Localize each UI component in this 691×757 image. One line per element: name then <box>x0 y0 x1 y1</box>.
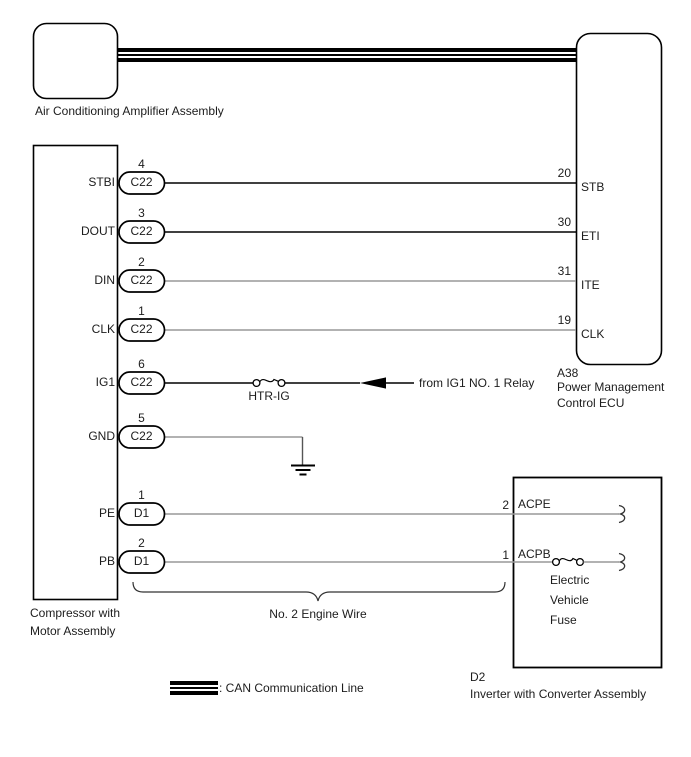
pin-label-pb: PB <box>98 554 115 568</box>
legend-label: : CAN Communication Line <box>219 681 364 695</box>
ecu-label-line1: Power Management <box>557 380 665 394</box>
ecu-pin-number-stb: 20 <box>557 166 571 180</box>
connector-text-din: C22 <box>130 273 153 287</box>
pin-label-din: DIN <box>94 273 115 287</box>
ev-fuse-label-line3: Fuse <box>550 613 577 627</box>
pin-number-dout: 3 <box>138 206 145 220</box>
inverter-pin-number-acpe: 2 <box>502 498 509 512</box>
ev-fuse-label-line1: Electric <box>550 573 590 587</box>
ig1-source-label: from IG1 NO. 1 Relay <box>419 376 535 390</box>
pin-number-din: 2 <box>138 255 145 269</box>
ac-amplifier-box <box>34 24 118 99</box>
ac-amplifier-label: Air Conditioning Amplifier Assembly <box>35 104 224 118</box>
connector-text-gnd: C22 <box>130 429 153 443</box>
pin-label-dout: DOUT <box>81 224 115 238</box>
ecu-pin-label-ite: ITE <box>581 278 600 292</box>
pin-label-stbi: STBI <box>88 175 115 189</box>
htr-ig-fuse-icon <box>253 380 285 387</box>
inverter-pin-label-acpe: ACPE <box>518 497 551 511</box>
ground-icon <box>291 437 315 475</box>
pin-label-gnd: GND <box>88 429 115 443</box>
ecu-box <box>577 34 662 365</box>
compressor-box <box>34 146 118 600</box>
connector-text-clk: C22 <box>130 322 153 336</box>
compressor-label-line1: Compressor with <box>30 606 121 620</box>
arrow-left-icon <box>360 377 386 388</box>
pin-number-clk: 1 <box>138 304 145 318</box>
legend-can-line-sample <box>170 681 218 695</box>
engine-wire-label: No. 2 Engine Wire <box>269 607 367 621</box>
engine-wire-brace <box>133 582 505 601</box>
inverter-pin-number-acpb: 1 <box>502 548 509 562</box>
ecu-pin-label-eti: ETI <box>581 229 600 243</box>
connector-text-pe: D1 <box>133 506 150 520</box>
pin-label-clk: CLK <box>91 322 115 336</box>
ecu-label-line2: Control ECU <box>557 396 625 410</box>
pin-label-pe: PE <box>98 506 115 520</box>
pin-number-ig1: 6 <box>138 357 145 371</box>
pin-number-pb: 2 <box>138 536 145 550</box>
connector-text-stbi: C22 <box>130 175 153 189</box>
inverter-code: D2 <box>470 670 486 684</box>
ev-fuse-label-line2: Vehicle <box>550 593 589 607</box>
inverter-pin-label-acpb: ACPB <box>518 547 551 561</box>
pin-number-pe: 1 <box>138 488 145 502</box>
connector-text-dout: C22 <box>130 224 153 238</box>
pin-number-gnd: 5 <box>138 411 145 425</box>
ecu-pin-number-eti: 30 <box>557 215 571 229</box>
ecu-pin-label-clk: CLK <box>581 327 605 341</box>
htr-ig-fuse-label: HTR-IG <box>248 389 290 403</box>
compressor-label-line2: Motor Assembly <box>30 624 116 638</box>
pin-number-stbi: 4 <box>138 157 145 171</box>
ecu-code: A38 <box>557 366 579 380</box>
can-communication-line <box>117 48 577 62</box>
ecu-pin-number-ite: 31 <box>557 264 571 278</box>
inverter-label: Inverter with Converter Assembly <box>470 687 647 701</box>
connector-text-pb: D1 <box>133 554 150 568</box>
ecu-pin-label-stb: STB <box>581 180 605 194</box>
ecu-pin-number-clk: 19 <box>557 313 571 327</box>
connector-text-ig1: C22 <box>130 375 153 389</box>
pin-label-ig1: IG1 <box>95 375 115 389</box>
